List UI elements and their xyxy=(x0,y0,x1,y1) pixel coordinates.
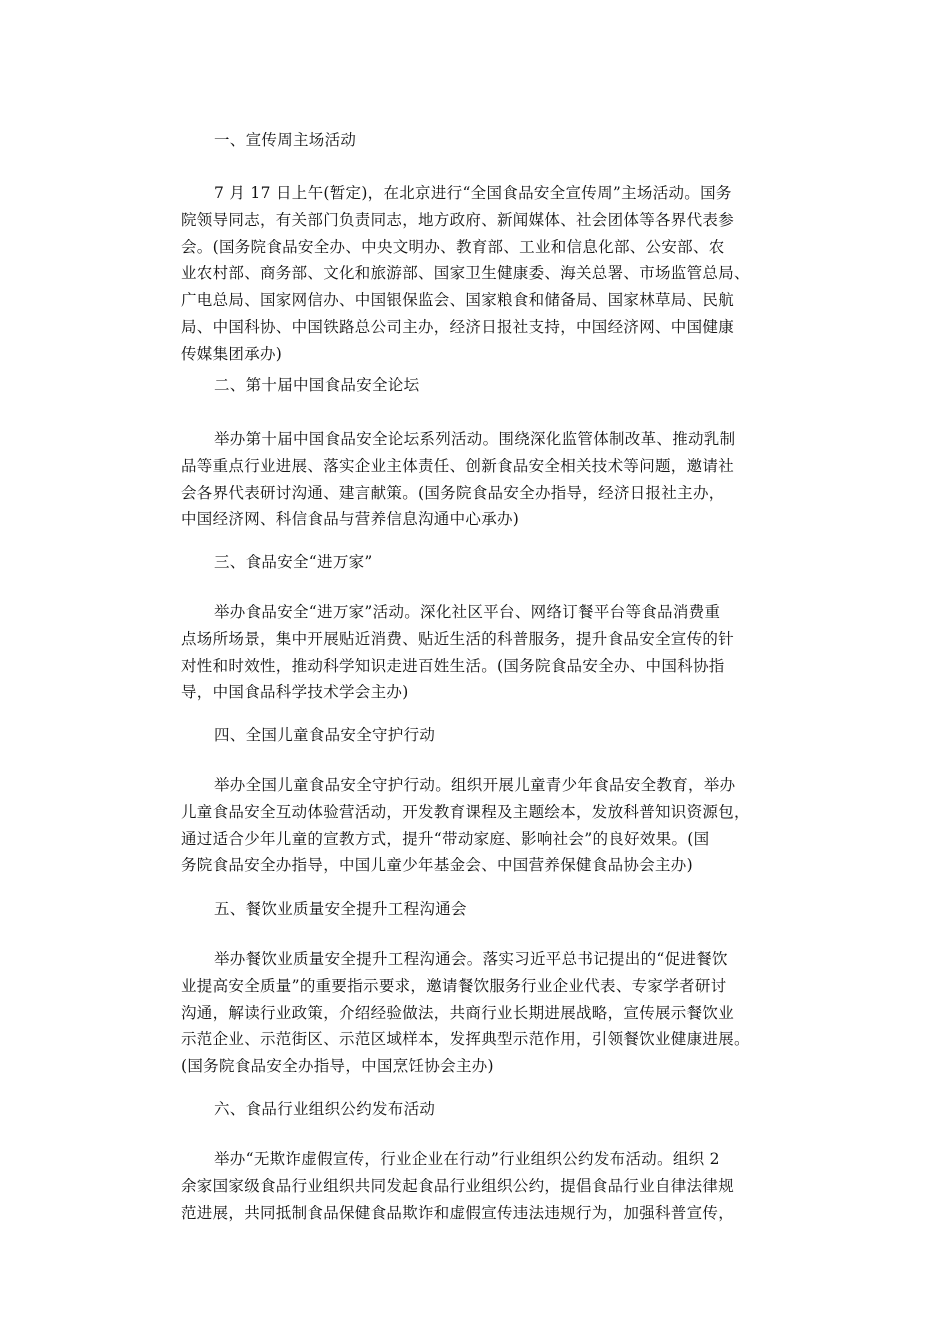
section-heading: 三、食品安全“进万家” xyxy=(214,553,373,571)
paragraph-line: 业农村部、商务部、文化和旅游部、国家卫生健康委、海关总署、市场监管总局、 xyxy=(181,264,750,283)
section-paragraph xyxy=(181,775,781,882)
paragraph-line: 院领导同志，有关部门负责同志，地方政府、新闻媒体、社会团体等各界代表参 xyxy=(181,210,735,229)
paragraph-line: 局、中国科协、中国铁路总公司主办，经济日报社支持，中国经济网、中国健康 xyxy=(181,317,735,336)
paragraph-line: 对性和时效性，推动科学知识走进百姓生活。(国务院食品安全办、中国科协指 xyxy=(181,656,725,675)
paragraph-line: 务院食品安全办指导，中国儿童少年基金会、中国营养保健食品协会主办) xyxy=(181,856,693,875)
paragraph-line: 举办“无欺诈虚假宣传，行业企业在行动”行业组织公约发布活动。组织 2 xyxy=(214,1150,720,1168)
paragraph-line: 业提高安全质量”的重要指示要求，邀请餐饮服务行业企业代表、专家学者研讨 xyxy=(181,976,727,995)
paragraph-line: 举办食品安全“进万家”活动。深化社区平台、网络订餐平台等食品消费重 xyxy=(214,603,721,621)
section-paragraph xyxy=(181,602,781,709)
paragraph-line: 7 月 17 日上午(暂定)，在北京进行“全国食品安全宣传周”主场活动。国务 xyxy=(214,184,732,202)
paragraph-line: 会各界代表研讨沟通、建言献策。(国务院食品安全办指导，经济日报社主办， xyxy=(181,483,725,502)
paragraph-line: 导，中国食品科学技术学会主办) xyxy=(181,683,409,702)
paragraph-line: 示范企业、示范街区、示范区域样本，发挥典型示范作用，引领餐饮业健康进展。 xyxy=(181,1030,750,1049)
section-heading: 六、食品行业组织公约发布活动 xyxy=(214,1100,436,1118)
paragraph-line: 点场所场景，集中开展贴近消费、贴近生活的科普服务，提升食品安全宣传的针 xyxy=(181,629,735,648)
paragraph-line: 举办第十届中国食品安全论坛系列活动。围绕深化监管体制改革、推动乳制 xyxy=(214,430,736,448)
section-paragraph xyxy=(181,183,781,371)
paragraph-line: 沟通，解读行业政策，介绍经验做法，共商行业长期进展战略，宣传展示餐饮业 xyxy=(181,1003,735,1022)
section-paragraph xyxy=(181,949,781,1083)
paragraph-line: 余家国家级食品行业组织共同发起食品行业组织公约，提倡食品行业自律法律规 xyxy=(181,1176,735,1195)
section-paragraph xyxy=(181,1149,781,1229)
paragraph-line: 儿童食品安全互动体验营活动，开发教育课程及主题绘本，发放科普知识资源包， xyxy=(181,802,750,821)
paragraph-line: 举办全国儿童食品安全守护行动。组织开展儿童青少年食品安全教育，举办 xyxy=(214,776,736,794)
paragraph-line: 中国经济网、科信食品与营养信息沟通中心承办) xyxy=(181,510,520,529)
paragraph-line: 传媒集团承办) xyxy=(181,344,283,363)
paragraph-line: 会。(国务院食品安全办、中央文明办、教育部、工业和信息化部、公安部、农 xyxy=(181,237,725,256)
section-heading: 二、第十届中国食品安全论坛 xyxy=(214,376,420,394)
paragraph-line: 举办餐饮业质量安全提升工程沟通会。落实习近平总书记提出的“促进餐饮 xyxy=(214,950,728,968)
section-heading: 五、餐饮业质量安全提升工程沟通会 xyxy=(214,900,467,918)
section-heading: 一、宣传周主场活动 xyxy=(214,131,357,149)
paragraph-line: 范进展，共同抵制食品保健食品欺诈和虚假宣传违法违规行为，加强科普宣传， xyxy=(181,1203,735,1222)
paragraph-line: 品等重点行业进展、落实企业主体责任、创新食品安全相关技术等问题，邀请社 xyxy=(181,456,735,475)
section-paragraph xyxy=(181,429,781,536)
paragraph-line: 通过适合少年儿童的宣教方式，提升“带动家庭、影响社会”的良好效果。(国 xyxy=(181,829,710,848)
section-heading: 四、全国儿童食品安全守护行动 xyxy=(214,726,436,744)
paragraph-line: (国务院食品安全办指导，中国烹饪协会主办) xyxy=(181,1057,494,1076)
paragraph-line: 广电总局、国家网信办、中国银保监会、国家粮食和储备局、国家林草局、民航 xyxy=(181,291,735,310)
